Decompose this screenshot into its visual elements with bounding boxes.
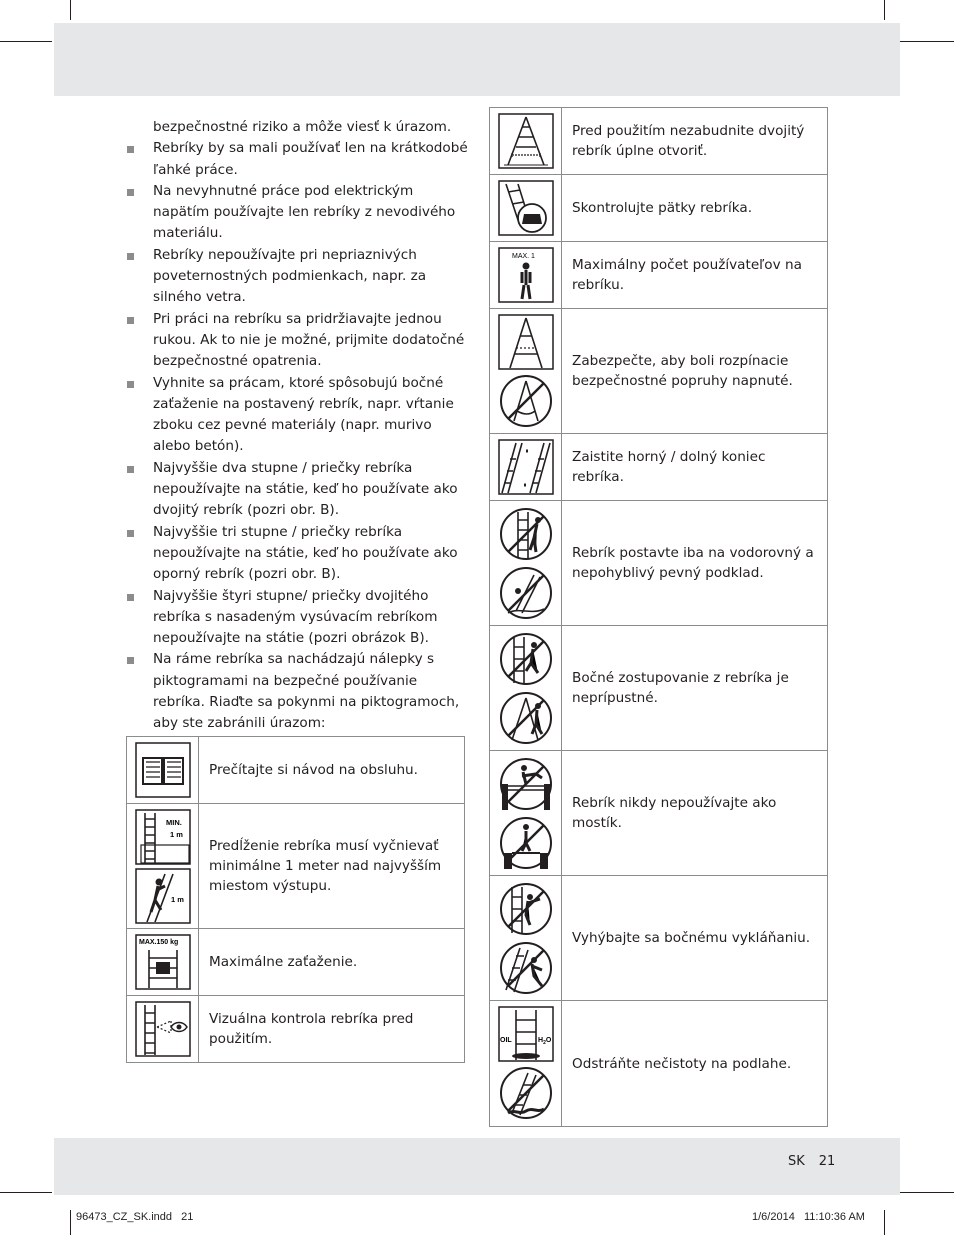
pictogram-text: Zabezpečte, aby boli rozpínacie bezpečnostné popruhy napnuté. [562,309,828,434]
no-overreach-icon [498,881,554,937]
pictogram-cell [490,175,562,242]
bullet-item: Na ráme rebríka sa nachádzajú nálepky s piktogramami na bezpečné používanie rebríka. Riaďte sa pokynmi na piktogramoch, aby ste zabránili úrazom: [127,649,472,734]
pictogram-cell [490,751,562,876]
crop-mark [900,41,954,42]
pictogram-cell [490,626,562,751]
max-one-person-icon [498,247,554,303]
safety-text-column [127,117,472,735]
pictogram-row [127,996,465,1063]
no-bridge-use-icon [498,756,554,812]
pictogram-row [490,751,828,876]
pictogram-row [490,309,828,434]
pictogram-cell [490,501,562,626]
pictogram-text: Rebrík nikdy nepoužívajte ako mostík. [562,751,828,876]
pictogram-cell [127,996,199,1063]
one-meter-label: 1 m [170,894,184,904]
bullet-item: Rebríky by sa mali používať len na krátkodobé ľahké práce. [127,138,472,181]
ladder-feet-icon [498,180,554,236]
oil-water-floor-icon [498,1006,554,1062]
bullet-square-icon [127,594,134,601]
no-walk-across-icon [498,815,554,871]
bullet-square-icon [127,381,134,388]
bullet-item: Najvyššie štyri stupne/ priečky dvojitého rebríka s nasadeným vysúvacím rebríkom nepoužívajte na státie (pozri obrázok B). [127,586,472,650]
pictogram-cell [490,876,562,1001]
pictogram-cell [127,804,199,929]
pictogram-text: Odstráňte nečistoty na podlahe. [562,1001,828,1127]
header-band [54,23,900,96]
bullet-square-icon [127,657,134,664]
bullet-item: Najvyššie tri stupne / priečky rebríka nepoužívajte na státie, keď ho používate ako oporný rebrík (pozri obr. B). [127,522,472,586]
pictogram-text: Vizuálna kontrola rebríka pred použitím. [199,996,465,1063]
pictogram-row [490,1001,828,1127]
crop-mark [884,1210,885,1235]
book-icon [135,742,191,798]
language-code: SK [788,1154,805,1169]
pictogram-row [490,626,828,751]
one-meter-label: 1 m [169,829,183,839]
pictogram-text: Prečítajte si návod na obsluhu. [199,737,465,804]
ladder-fully-open-icon [498,113,554,169]
pictogram-row [127,804,465,929]
pictogram-text: Zaistite horný / dolný koniec rebríka. [562,434,828,501]
pictogram-cell [490,1001,562,1127]
crop-mark [900,1192,954,1193]
min-label: MIN. [165,817,182,827]
pictogram-cell [127,929,199,996]
pictogram-row [490,434,828,501]
no-side-dismount-icon [498,631,554,687]
pictogram-text: Maximálny počet používateľov na rebríku. [562,242,828,309]
footer-band [54,1138,900,1195]
oil-label: OIL [499,1037,512,1044]
pictogram-text: Pred použitím nezabudnite dvojitý rebrík úplne otvoriť. [562,108,828,175]
max-load-label: MAX.150 kg [138,939,178,946]
pictogram-cell [490,242,562,309]
pictogram-row [127,929,465,996]
pictogram-table-left [126,736,465,1063]
pictogram-text: Skontrolujte pätky rebríka. [562,175,828,242]
bullet-square-icon [127,466,134,473]
no-dirty-floor-icon [498,1065,554,1121]
bullet-square-icon [127,317,134,324]
no-uneven-ground-icon [498,565,554,621]
no-side-step-icon [498,690,554,746]
bullet-square-icon [127,189,134,196]
no-leaning-icon [498,940,554,996]
spreader-straps-icon [498,314,554,370]
bullet-item: Pri práci na rebríku sa pridržiavajte jednou rukou. Ak to nie je možné, prijmite dodatočné bezpečnostné opatrenia. [127,309,472,373]
pictogram-table-right [489,107,828,1127]
pictogram-row [490,242,828,309]
crop-mark [70,0,71,20]
bullet-square-icon [127,253,134,260]
water-label: $H_2O$ [537,1037,551,1046]
ladder-extension-min-1m-icon [135,809,191,865]
bullet-item: Rebríky nepoužívajte pri nepriaznivých poveternostných podmienkach, napr. za silného vetra. [127,245,472,309]
bullet-item: Na nevyhnutné práce pod elektrickým napätím používajte len rebríky z nevodivého materiálu. [127,181,472,245]
file-slug: 96473_CZ_SK.indd 21 [76,1211,194,1223]
pictogram-cell [490,434,562,501]
secure-ladder-ends-icon [498,439,554,495]
max-load-icon [135,934,191,990]
page-number [788,1154,849,1169]
pictogram-text: Maximálne zaťaženie. [199,929,465,996]
pictogram-text: Vyhýbajte sa bočnému vykláňaniu. [562,876,828,1001]
bullet-item: Vyhnite sa prácam, ktoré spôsobujú bočné zaťaženie na postavený rebrík, napr. vŕtanie zboku cez pevné materiály (napr. murivo alebo betón). [127,373,472,458]
pictogram-text: Bočné zostupovanie z rebríka je neprípustné. [562,626,828,751]
pictogram-cell [490,309,562,434]
bullet-square-icon [127,146,134,153]
page-number-value: 21 [818,1154,836,1169]
crop-mark [884,0,885,20]
level-ground-icon [498,506,554,562]
pictogram-text: Rebrík postavte iba na vodorovný a nepohyblivý pevný podklad. [562,501,828,626]
pictogram-row [490,501,828,626]
bullet-item: Najvyššie dva stupne / priečky rebríka nepoužívajte na státie, keď ho používate ako dvojitý rebrík (pozri obr. B). [127,458,472,522]
pictogram-row [490,876,828,1001]
bullet-square-icon [127,530,134,537]
pictogram-cell [490,108,562,175]
crop-mark [0,1192,52,1193]
pictogram-row [127,737,465,804]
timestamp-slug: 1/6/2014 11:10:36 AM [752,1211,865,1223]
crop-mark [70,1210,71,1235]
ladder-climber-1m-icon [135,868,191,924]
ladder-inspection-icon [135,1001,191,1057]
no-loose-straps-icon [498,373,554,429]
pictogram-row [490,108,828,175]
pictogram-cell [127,737,199,804]
pictogram-row [490,175,828,242]
lead-text: bezpečnostné riziko a môže viesť k úrazom. [153,119,452,135]
pictogram-text: Predĺženie rebríka musí vyčnievať minimálne 1 meter nad najvyšším miestom výstupu. [199,804,465,929]
max-users-label: MAX. 1 [511,253,535,260]
crop-mark [0,41,52,42]
